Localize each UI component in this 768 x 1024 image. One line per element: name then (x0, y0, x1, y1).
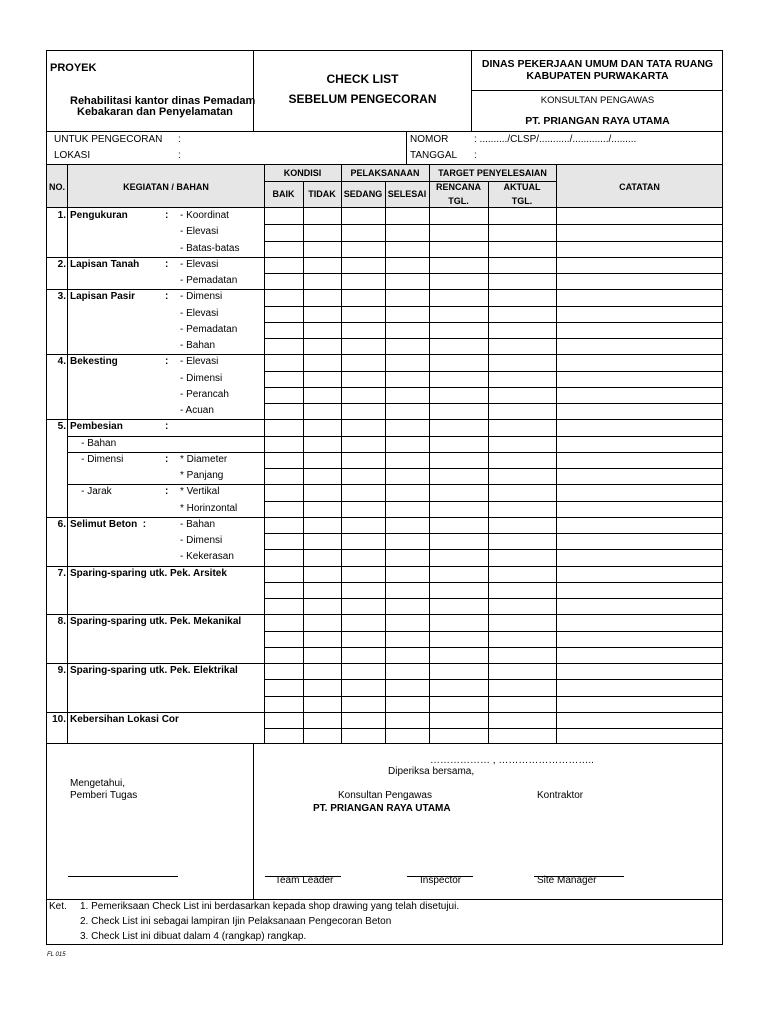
site-manager-label: Site Manager (537, 875, 597, 886)
row-sub-item: - Dimensi (180, 372, 223, 384)
row-sub-item: - Elevasi (180, 226, 219, 238)
table-row (46, 354, 723, 370)
row-number: 8. (57, 616, 66, 628)
note-item: 3. Check List ini dibuat dalam 4 (rangkap) rangkap. (80, 931, 307, 942)
row-activity: Lapisan Pasir (70, 291, 136, 303)
col-rencana-tgl: TGL. (448, 196, 469, 206)
row-sub-item: - Dimensi (180, 291, 223, 303)
row-activity: - Dimensi (70, 453, 124, 465)
table-row (46, 484, 723, 500)
row-colon: : (165, 421, 169, 433)
form-code: FL 015 (47, 952, 66, 958)
konsultan-pengawas-label: Konsultan Pengawas (338, 790, 432, 801)
row-number: 9. (57, 665, 66, 676)
table-row (46, 696, 723, 712)
nomor-value: : ........../CLSP/.........../............./......... (474, 134, 637, 145)
row-sub-item: - Dimensi (180, 535, 223, 546)
col-aktual-header: AKTUAL (503, 182, 541, 192)
row-activity: Sparing-sparing utk. Pek. Arsitek (70, 567, 227, 579)
row-sub-item: - Pemadatan (180, 275, 238, 286)
table-row (46, 208, 723, 224)
row-activity: Kebersihan Lokasi Cor (70, 713, 179, 725)
table-row (46, 468, 723, 484)
note-item: 2. Check List ini sebagai lampiran Ijin Pelaksanaan Pengecoran Beton (80, 916, 392, 927)
row-number: 4. (57, 356, 66, 368)
table-row (46, 598, 723, 614)
table-row (46, 582, 723, 598)
row-colon: : (165, 210, 169, 221)
table-row (46, 241, 723, 257)
table-row (46, 338, 723, 354)
agency-name-line1: DINAS PEKERJAAN UMUM DAN TATA RUANG (481, 58, 714, 70)
row-sub-item: * Horinzontal (180, 502, 238, 514)
row-number: 1. (57, 210, 66, 221)
table-row (46, 224, 723, 240)
row-sub-item: - Elevasi (180, 307, 219, 319)
col-rencana-header: RENCANA (436, 182, 481, 192)
table-row (46, 533, 723, 549)
row-activity: Sparing-sparing utk. Pek. Elektrikal (70, 665, 238, 676)
col-pelaksanaan-header: PELAKSANAAN (350, 168, 420, 178)
row-activity: - Jarak (70, 486, 112, 498)
row-sub-item: * Diameter (180, 453, 228, 465)
row-number: 10. (52, 713, 66, 725)
notes-label: Ket. (49, 901, 67, 912)
row-colon: : (165, 291, 169, 303)
table-row (46, 663, 723, 679)
konsultan-name: PT. PRIANGAN RAYA UTAMA (313, 803, 451, 814)
row-sub-item: * Panjang (180, 470, 224, 481)
row-number: 7. (57, 567, 66, 579)
table-row (46, 322, 723, 338)
table-row (46, 387, 723, 403)
row-activity: Bekesting (70, 356, 118, 368)
table-row (46, 273, 723, 289)
row-number: 5. (57, 421, 66, 433)
pemberi-tugas-label: Pemberi Tugas (70, 790, 138, 801)
row-sub-item: - Kekerasan (180, 551, 234, 563)
table-row (46, 647, 723, 663)
col-baik-header: BAIK (272, 189, 295, 199)
table-row (46, 306, 723, 322)
proyek-label: PROYEK (50, 62, 97, 74)
col-aktual-tgl: TGL. (511, 196, 533, 206)
col-target-header: TARGET PENYELESAIAN (438, 168, 547, 178)
table-row (46, 728, 723, 744)
row-activity: - Bahan (70, 437, 117, 449)
table-row (46, 371, 723, 387)
page-subtitle: SEBELUM PENGECORAN (288, 92, 437, 106)
row-sub-item: - Elevasi (180, 258, 219, 270)
mengetahui-label: Mengetahui, (70, 778, 126, 789)
row-sub-item: - Bahan (180, 340, 216, 351)
page-title: CHECK LIST (326, 72, 399, 86)
table-row (46, 631, 723, 647)
lokasi-colon: : (178, 150, 181, 161)
col-tidak-header: TIDAK (308, 189, 336, 199)
table-row (46, 614, 723, 630)
row-sub-item: - Bahan (180, 518, 216, 530)
row-activity: Sparing-sparing utk. Pek. Mekanikal (70, 616, 242, 628)
tanggal-value: : (474, 150, 477, 161)
table-row (46, 257, 723, 273)
table-row (46, 679, 723, 695)
proyek-name-line2: Kebakaran dan Penyelamatan (77, 106, 233, 118)
consultant-name: PT. PRIANGAN RAYA UTAMA (525, 115, 670, 127)
table-row (46, 436, 723, 452)
row-colon: : (165, 356, 169, 368)
row-sub-item: * Vertikal (180, 486, 220, 498)
row-activity: Lapisan Tanah (70, 258, 140, 270)
row-activity: Pembesian (70, 421, 123, 433)
row-sub-item: - Pemadatan (180, 323, 238, 335)
row-number: 6. (57, 518, 66, 530)
row-colon: : (165, 453, 169, 465)
col-selesai-header: SELESAI (387, 189, 427, 199)
row-sub-item: - Elevasi (180, 356, 219, 368)
row-colon: : (165, 486, 169, 498)
proyek-name-line1: Rehabilitasi kantor dinas Pemadam (70, 95, 256, 107)
row-sub-item: - Perancah (180, 388, 229, 400)
table-row (46, 289, 723, 305)
table-row (46, 403, 723, 419)
checked-together-label: Diperiksa bersama, (388, 766, 475, 777)
table-row (46, 712, 723, 728)
inspector-label: Inspector (420, 875, 462, 886)
signature-date-line: ……………… , ……………………….. (430, 755, 594, 766)
consultant-label: KONSULTAN PENGAWAS (540, 95, 655, 106)
table-row (46, 517, 723, 533)
row-sub-item: - Koordinat (180, 210, 229, 221)
row-sub-item: - Batas-batas (180, 242, 240, 254)
col-catatan-header: CATATAN (619, 182, 660, 192)
col-no-header: NO. (48, 182, 65, 192)
row-activity: Pengukuran (70, 210, 128, 221)
row-number: 2. (57, 258, 66, 270)
table-row (46, 419, 723, 435)
table-row (46, 452, 723, 468)
nomor-label: NOMOR (410, 134, 449, 145)
table-row (46, 566, 723, 582)
lokasi-label: LOKASI (54, 150, 91, 161)
row-sub-item: - Acuan (180, 405, 214, 416)
row-activity: Selimut Beton : (70, 518, 147, 530)
untuk-pengecoran-colon: : (178, 134, 181, 145)
table-row (46, 549, 723, 565)
col-kondisi-header: KONDISI (283, 168, 322, 178)
tanggal-label: TANGGAL (410, 150, 458, 161)
table-row (46, 501, 723, 517)
kontraktor-label: Kontraktor (537, 790, 584, 801)
note-item: 1. Pemeriksaan Check List ini berdasarkan kepada shop drawing yang telah disetujui. (80, 901, 460, 912)
col-kegiatan-header: KEGIATAN / BAHAN (123, 182, 209, 192)
row-colon: : (165, 258, 169, 270)
untuk-pengecoran-label: UNTUK PENGECORAN (54, 134, 163, 145)
row-number: 3. (57, 291, 66, 303)
col-sedang-header: SEDANG (343, 189, 383, 199)
team-leader-label: Team Leader (275, 875, 334, 886)
agency-name-line2: KABUPATEN PURWAKARTA (526, 70, 669, 82)
